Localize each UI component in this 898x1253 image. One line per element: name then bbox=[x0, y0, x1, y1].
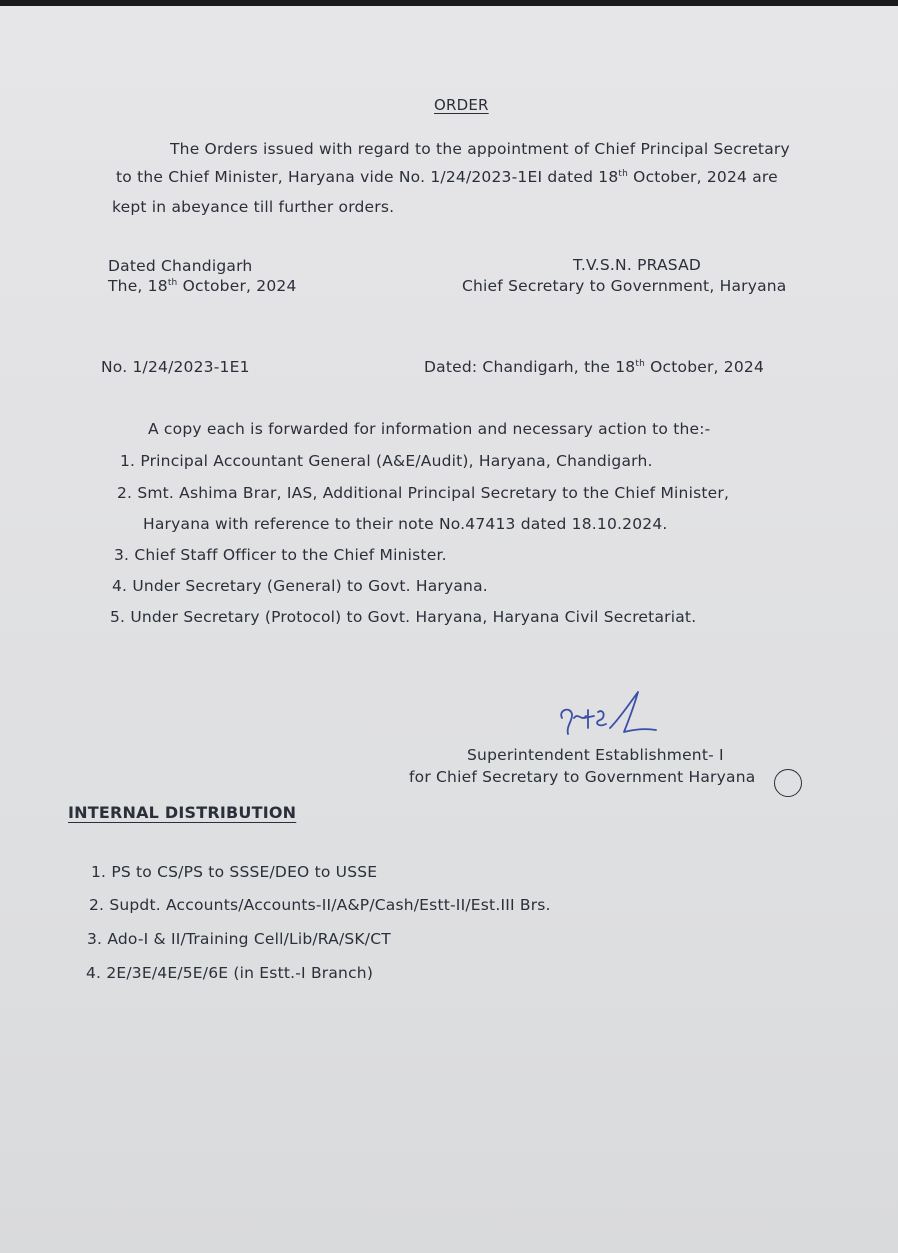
list-item-continuation: Haryana with reference to their note No.47413 dated 18.10.2024. bbox=[143, 515, 668, 533]
circle-mark bbox=[774, 769, 802, 797]
signatory-name: T.V.S.N. PRASAD bbox=[573, 256, 702, 274]
signatory-designation: Chief Secretary to Government, Haryana bbox=[462, 277, 787, 295]
list-item: 4. Under Secretary (General) to Govt. Haryana. bbox=[112, 577, 488, 595]
internal-distribution-heading: INTERNAL DISTRIBUTION bbox=[68, 803, 297, 822]
dated-date: The, 18th October, 2024 bbox=[108, 277, 297, 295]
order-para-line-3: kept in abeyance till further orders. bbox=[112, 198, 395, 216]
order-para-line-2: to the Chief Minister, Haryana vide No. 1/24/2023-1EI dated 18th October, 2024 are bbox=[116, 168, 778, 186]
dated-place: Dated Chandigarh bbox=[108, 257, 253, 275]
list-item: 1. PS to CS/PS to SSSE/DEO to USSE bbox=[91, 863, 378, 881]
list-item: 2. Smt. Ashima Brar, IAS, Additional Principal Secretary to the Chief Minister, bbox=[117, 484, 730, 502]
list-item: 1. Principal Accountant General (A&E/Audit), Haryana, Chandigarh. bbox=[120, 452, 653, 470]
signature-line-2: for Chief Secretary to Government Haryana bbox=[409, 768, 756, 786]
list-item: 3. Chief Staff Officer to the Chief Minister. bbox=[114, 546, 447, 564]
signature-line-1: Superintendent Establishment- I bbox=[467, 746, 724, 764]
document-page bbox=[0, 6, 898, 1253]
list-item: 3. Ado-I & II/Training Cell/Lib/RA/SK/CT bbox=[87, 930, 391, 948]
list-item: 4. 2E/3E/4E/5E/6E (in Estt.-I Branch) bbox=[86, 964, 374, 982]
handwritten-signature bbox=[548, 688, 668, 748]
endorsement-number: No. 1/24/2023-1E1 bbox=[101, 358, 250, 376]
list-item: 5. Under Secretary (Protocol) to Govt. Haryana, Haryana Civil Secretariat. bbox=[110, 608, 697, 626]
endorsement-intro: A copy each is forwarded for information and necessary action to the:- bbox=[148, 420, 711, 438]
order-para-line-1: The Orders issued with regard to the appointment of Chief Principal Secretary bbox=[170, 140, 790, 158]
endorsement-date: Dated: Chandigarh, the 18th October, 2024 bbox=[424, 358, 765, 376]
list-item: 2. Supdt. Accounts/Accounts-II/A&P/Cash/Estt-II/Est.III Brs. bbox=[89, 896, 551, 914]
order-title: ORDER bbox=[434, 96, 489, 114]
